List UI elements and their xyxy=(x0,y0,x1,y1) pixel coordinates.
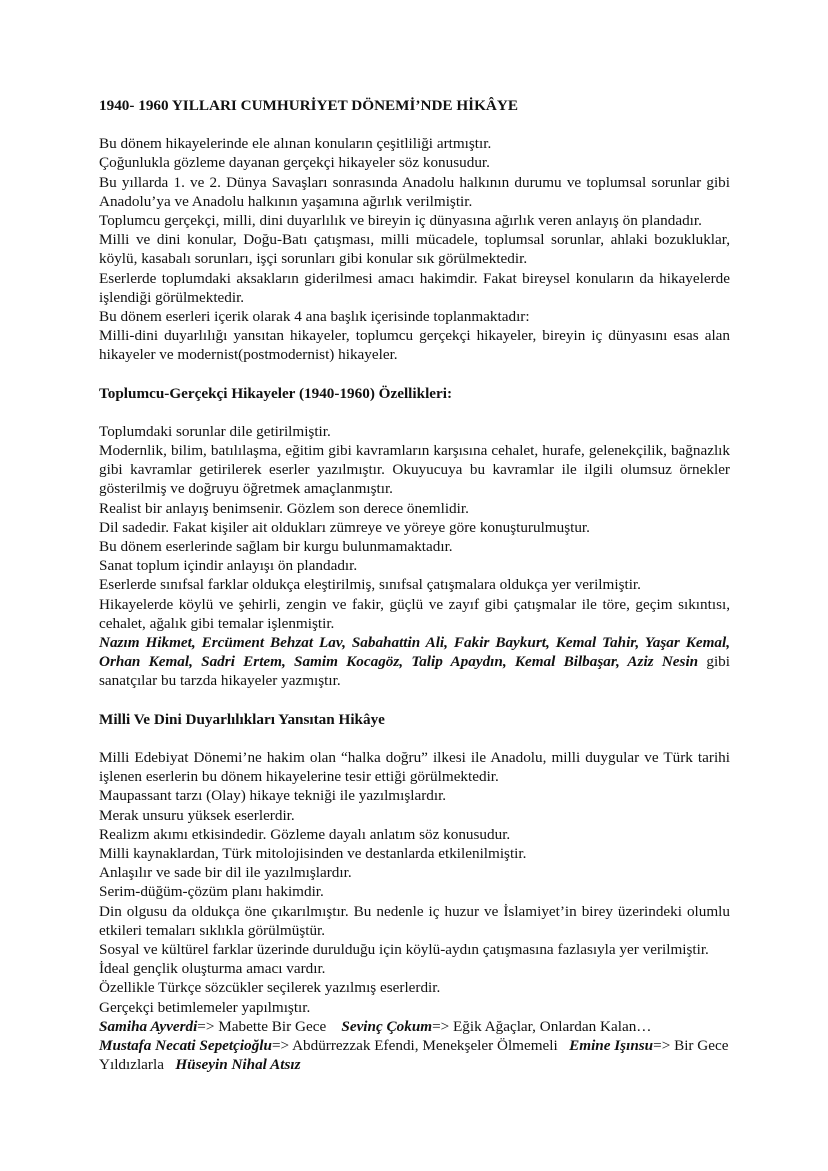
work-author: Mustafa Necati Sepetçioğlu xyxy=(99,1036,272,1054)
paragraph: Özellikle Türkçe sözcükler seçilerek yazılmış eserlerdir. xyxy=(99,979,441,997)
author-list: Nazım Hikmet, Ercüment Behzat Lav, Sabahattin Ali, Fakir Baykurt, Kemal Tahir, Yaşar Kemal, Orhan Kemal, Sadri Ertem, Samim Kocagöz, Talip Apaydın, Kemal Bilbaşar, Aziz Nesin xyxy=(99,634,730,671)
paragraph: Toplumcu gerçekçi, milli, dini duyarlılık ve bireyin iç dünyasına ağırlık veren anlayış ön plandadır. xyxy=(99,212,702,230)
paragraph: Gerçekçi betimlemeler yapılmıştır. xyxy=(99,998,311,1016)
paragraph: Maupassant tarzı (Olay) hikaye tekniği ile yazılmışlardır. xyxy=(99,787,447,805)
works-line xyxy=(99,1017,730,1036)
arrow: => xyxy=(271,1036,293,1054)
paragraph: Milli Edebiyat Dönemi’ne hakim olan “halka doğru” ilkesi ile Anadolu, milli duygular ve Türk tarihi işlenen eserlerin bu dönem hikayelerine tesir ettiği görülmektedir. xyxy=(99,748,730,786)
paragraph: Çoğunlukla gözleme dayanan gerçekçi hikayeler söz konusudur. xyxy=(99,154,490,172)
paragraph: Anlaşılır ve sade bir dil ile yazılmışlardır. xyxy=(99,864,352,882)
section-heading: Milli Ve Dini Duyarlılıkları Yansıtan Hikâye xyxy=(99,710,385,728)
paragraph: Realist bir anlayış benimsenir. Gözlem son derece önemlidir. xyxy=(99,499,469,517)
paragraph: Eserlerde toplumdaki aksakların giderilmesi amacı hakimdir. Fakat bireysel konuların da hikayelerde işlendiği görülmektedir. xyxy=(99,269,730,306)
work-titles: Eğik Ağaçlar, Onlardan Kalan… xyxy=(453,1017,652,1035)
document-page xyxy=(99,96,730,1074)
work-titles: Abdürrezzak Efendi, Menekşeler Ölmemeli xyxy=(292,1036,558,1054)
work-author: Samiha Ayverdi xyxy=(99,1017,198,1035)
work-author: Emine Işınsu xyxy=(569,1036,654,1054)
paragraph: Bu dönem hikayelerinde ele alınan konuların çeşitliliği artmıştır. xyxy=(99,135,492,153)
arrow: => xyxy=(197,1017,219,1035)
work-titles: Mabette Bir Gece xyxy=(218,1017,327,1035)
work-titles: Bir Gece Yıldızlarla xyxy=(99,1036,729,1074)
paragraph: Toplumdaki sorunlar dile getirilmiştir. xyxy=(99,422,331,440)
paragraph: Milli ve dini konular, Doğu-Batı çatışması, milli mücadele, toplumsal sorunlar, ahlaki bozukluklar, köylü, kasabalı sorunları, işçi sorunları gibi konular sık görülmektedir. xyxy=(99,231,730,268)
paragraph: Merak unsuru yüksek eserlerdir. xyxy=(99,806,295,824)
paragraph: Dil sadedir. Fakat kişiler ait oldukları zümreye ve yöreye göre konuşturulmuştur. xyxy=(99,518,590,536)
arrow: => xyxy=(653,1036,675,1054)
paragraph: İdeal gençlik oluşturma amacı vardır. xyxy=(99,960,326,978)
national-religious-section xyxy=(99,748,730,1074)
intro-section xyxy=(99,134,730,364)
paragraph: Sosyal ve kültürel farklar üzerinde durulduğu için köylü-aydın çatışmasına fazlasıyla yer verilmiştir. xyxy=(99,940,709,958)
paragraph: Bu yıllarda 1. ve 2. Dünya Savaşları sonrasında Anadolu halkının durumu ve toplumsal sorunlar gibi Anadolu’ya ve Anadolu halkının yaşamına ağırlık verilmiştir. xyxy=(99,173,730,210)
paragraph: Bu dönem eserleri içerik olarak 4 ana başlık içerisinde toplanmaktadır: xyxy=(99,308,530,326)
section-heading: Toplumcu-Gerçekçi Hikayeler (1940-1960) Özellikleri: xyxy=(99,384,453,402)
authors-paragraph xyxy=(99,633,730,691)
authors-suffix: gibi sanatçılar bu tarzda hikayeler yazmıştır. xyxy=(99,653,730,690)
paragraph: Eserlerde sınıfsal farklar oldukça eleştirilmiş, sınıfsal çatışmalara oldukça yer verilmiştir. xyxy=(99,576,641,594)
paragraph: Modernlik, bilim, batılılaşma, eğitim gibi kavramların karşısına cehalet, hurafe, gelenekçilik, bağnazlık gibi kavramlar getirilerek eserler yazılmıştır. Okuyucuya bu kavramlar ile ilgili olumsuz örnekler gösterilmiş ve doğruyu öğretmek amaçlanmıştır. xyxy=(99,442,730,498)
social-realist-section xyxy=(99,422,730,691)
paragraph: Realizm akımı etkisindedir. Gözleme dayalı anlatım söz konusudur. xyxy=(99,825,511,843)
arrow: => xyxy=(432,1017,454,1035)
work-author: Sevinç Çokum xyxy=(341,1017,433,1035)
paragraph: Bu dönem eserlerinde sağlam bir kurgu bulunmamaktadır. xyxy=(99,538,453,556)
paragraph: Serim-düğüm-çözüm planı hakimdir. xyxy=(99,883,324,901)
works-line xyxy=(99,1036,730,1074)
page-title: 1940- 1960 YILLARI CUMHURİYET DÖNEMİ’NDE HİKÂYE xyxy=(99,97,518,114)
paragraph: Din olgusu da oldukça öne çıkarılmıştır. Bu nedenle iç huzur ve İslamiyet’in birey üzerindeki olumlu etkileri temaları sıklıkla görülmüştür. xyxy=(99,902,730,939)
paragraph: Milli kaynaklardan, Türk mitolojisinden ve destanlarda etkilenilmiştir. xyxy=(99,844,527,862)
paragraph: Hikayelerde köylü ve şehirli, zengin ve fakir, güçlü ve zayıf gibi çatışmalar ile töre, geçim sıkıntısı, cehalet, ağalık gibi temalar işlenmiştir. xyxy=(99,595,730,632)
paragraph: Sanat toplum içindir anlayışı ön plandadır. xyxy=(99,557,358,575)
work-author: Hüseyin Nihal Atsız xyxy=(175,1056,301,1074)
paragraph: Milli-dini duyarlılığı yansıtan hikayeler, toplumcu gerçekçi hikayeler, bireyin iç dünyasını esas alan hikayeler ve modernist(postmodernist) hikayeler. xyxy=(99,327,730,364)
